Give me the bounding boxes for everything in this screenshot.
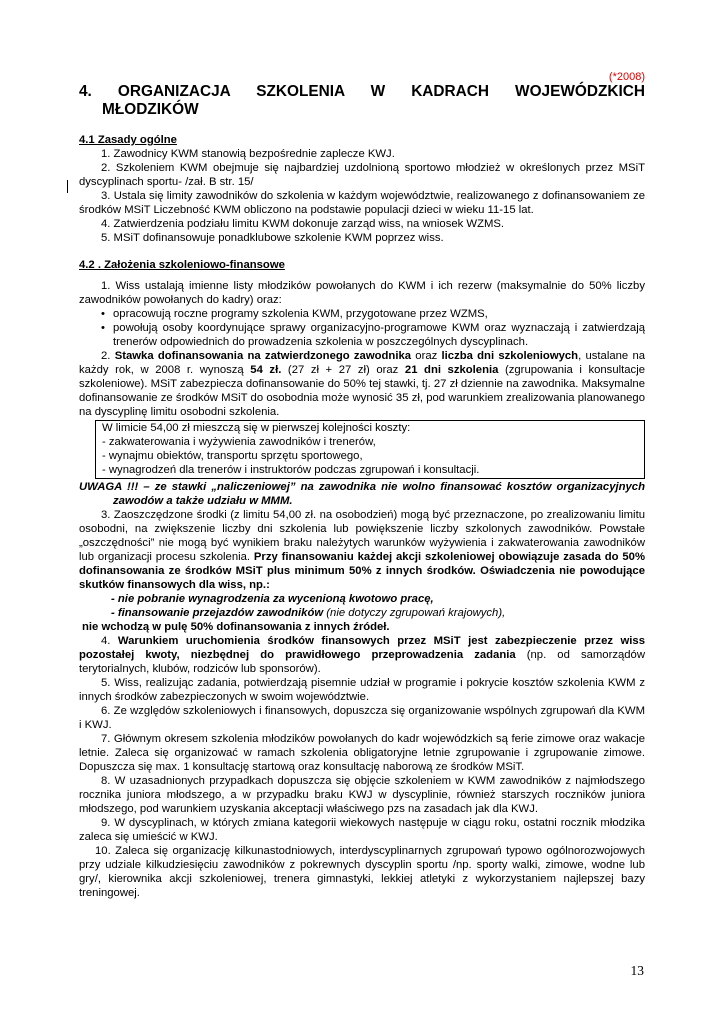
s41-item-2: 2. Szkoleniem KWM obejmuje się najbardziej uzdolnioną sportowo młodzież w określonych przez MSiT dyscyplinach sportu- /zał. B str. 15/ (79, 162, 645, 188)
s42-item-4: 4. Warunkiem uruchomienia środków finansowych przez MSiT jest zabezpieczenie przez wiss pozostałej kwoty, niezbędnej do prawidłowego przeprowadzenia zadania (np. od samorządów terytorialnych, klubów, rodziców lub sponsorów). (79, 635, 645, 675)
s42-item-3-list: - finansowanie przejazdów zawodników (nie dotyczy zgrupowań krajowych), (111, 607, 506, 619)
s42-item-3-end: nie wchodzą w pulę 50% dofinansowania z innych źródeł. (82, 621, 390, 633)
change-bar (67, 180, 68, 193)
cost-box-line: W limicie 54,00 zł mieszczą się w pierwszej kolejności koszty: (102, 422, 411, 434)
s42-item-3: 3. Zaoszczędzone środki (z limitu 54,00 zł. na osobodzień) mogą być przeznaczone, po zrealizowaniu limitu osobodni, na zwiększenie liczby dni szkolenia lub powiększenie liczby szkolonych zawodników. Powstałe „oszczędności” nie mogą być wynikiem braku należytych warunków wyżywienia i zakwaterowania zawodników lub organizacji procesu szkolenia. Przy finansowaniu każdej akcji szkoleniowej obowiązuje zasada do 50% dofinansowania ze środków MSiT plus minimum 50% z innych środków. Oświadczenia nie powodujące skutków finansowych dla wiss, np.: (79, 509, 646, 591)
s42-item-8: 8. W uzasadnionych przypadkach dopuszcza się objęcie szkoleniem w KWM zawodników z najmłodszego rocznika juniora młodszego, a w przypadku braku KWJ w dyscyplinie, również starszych roczników juniora młodszego, pod warunkiem uzyskania akceptacji właściwego pzs na zasadach jak dla KWJ. (79, 775, 645, 815)
chapter-title-cont: MŁODZIKÓW (102, 101, 199, 118)
section-4-2-heading: 4.2 . Założenia szkoleniowo-finansowe (79, 259, 285, 271)
s42-item-5: 5. Wiss, realizując zadania, potwierdzają pisemnie udział w programie i pokrycie kosztów szkolenia KWM z innych środków zabezpieczonych w swoim województwie. (79, 677, 645, 703)
document-page (79, 70, 645, 900)
s42-item-2: 2. Stawka dofinansowania na zatwierdzonego zawodnika oraz liczba dni szkoleniowych, ustalane na każdy rok, w 2008 r. wynoszą 54 zł. (27 zł + 27 zł) oraz 21 dni szkolenia (zgrupowania i konsultacje szkoleniowe). MSiT zabezpiecza dofinansowanie do 50% tej stawki, tj. 27 zł dziennie na zawodnika. Maksymalne dofinansowanie ze środków MSiT do osobodnia może wynosić 35 zł, pod warunkiem zrealizowania planowanego na dyscyplinę limitu osobodni szkolenia. (79, 350, 646, 418)
s42-bullet-1: • opracowują roczne programy szkolenia KWM, przygotowane przez WZMS, (79, 307, 645, 321)
s42-item-10: 10. Zaleca się organizację kilkunastodniowych, interdyscyplinarnych zgrupowań typowo ogólnorozwojowych przy udziale kilkudziesięciu zawodników z pokrewnych dyscyplin sportu /np. sporty walki, zimowe, wodne lub gry/, kierownika akcji szkoleniowej, trenera gimnastyki, lekkiej atletyki z wykorzystaniem najlepszej bazy treningowej. (79, 845, 645, 899)
section-4-1-heading: 4.1 Zasady ogólne (79, 134, 177, 146)
s42-bullet-2: • powołują osoby koordynujące sprawy organizacyjno-programowe KWM oraz wyznaczają i zatwierdzają trenerów odpowiednich do prowadzenia szkolenia w poszczególnych dyscyplinach. (79, 321, 645, 349)
page-number: 13 (630, 963, 644, 978)
chapter-title: 4. ORGANIZACJA SZKOLENIA W KADRACH WOJEWÓDZKICH (79, 83, 645, 100)
s42-item-6: 6. Ze względów szkoleniowych i finansowych, dopuszcza się organizowanie wspólnych zgrupowań dla KWM i KWJ. (79, 705, 645, 731)
cost-box-line: - wynajmu obiektów, transportu sprzętu sportowego, (102, 450, 363, 462)
cost-box-line: - zakwaterowania i wyżywienia zawodników i trenerów, (102, 436, 376, 448)
s42-item-9: 9. W dyscyplinach, w których zmiana kategorii wiekowych następuje w ciągu roku, ostatni rocznik młodzika zaleca się umieścić w KWJ. (79, 817, 645, 843)
s41-item-5: 5. MSiT dofinansowuje ponadklubowe szkolenie KWM poprzez wiss. (101, 232, 444, 244)
s42-item-7: 7. Głównym okresem szkolenia młodzików powołanych do kadr wojewódzkich są ferie zimowe oraz wakacje letnie. Zaleca się organizować w ramach szkolenia obligatoryjne letnie zgrupowanie i zgrupowanie zimowe. Dopuszcza się max. 1 konsultację startową oraz konsultację naborową ze środków MSiT. (79, 733, 645, 773)
s42-item-1: 1. Wiss ustalają imienne listy młodzików powołanych do KWM i ich rezerw (maksymalnie do 50% liczby zawodników powołanych do kadry) oraz: (79, 280, 645, 306)
s41-item-4: 4. Zatwierdzenia podziału limitu KWM dokonuje zarząd wiss, na wniosek WZMS. (101, 218, 505, 230)
s42-item-3-list: - nie pobranie wynagrodzenia za wycenioną kwotowo pracę, (111, 593, 434, 605)
s41-item-3: 3. Ustala się limity zawodników do szkolenia w każdym województwie, realizowanego z dofinansowaniem ze środków MSiT Liczebność KWM obliczono na podstawie populacji dzieci w wieku 11-15 lat. (79, 190, 645, 216)
uwaga-note: UWAGA !!! – ze stawki „naliczeniowej” na zawodnika nie wolno finansować kosztów organizacyjnych zawodów a także udziału w MMM. (79, 481, 645, 507)
s41-item-1: 1. Zawodnicy KWM stanowią bezpośrednie zaplecze KWJ. (101, 148, 395, 160)
cost-box-line: - wynagrodzeń dla trenerów i instruktorów podczas zgrupowań i konsultacji. (102, 464, 480, 476)
year-note: (*2008) (608, 71, 645, 83)
cost-box (95, 420, 645, 479)
